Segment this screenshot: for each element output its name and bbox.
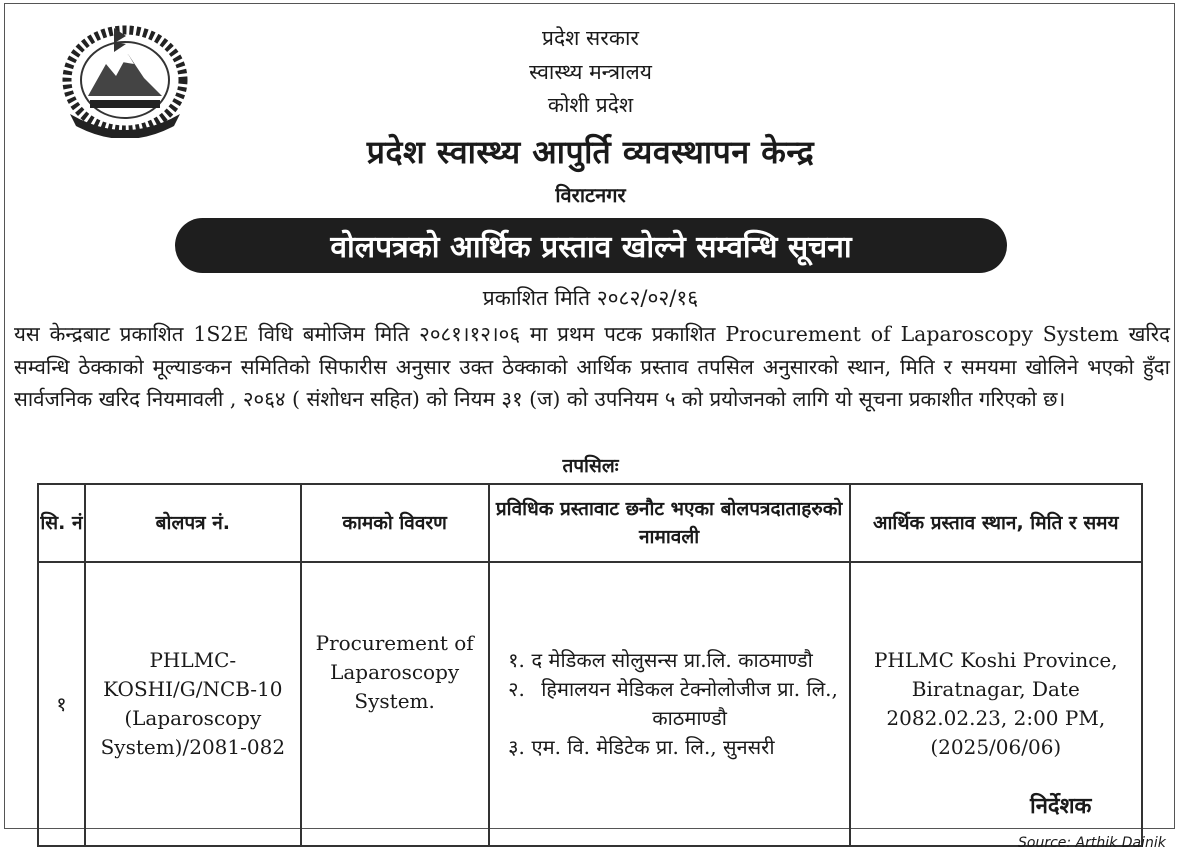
cell-description: Procurement of Laparoscopy System. [301, 562, 489, 846]
header-description: कामको विवरण [301, 484, 489, 562]
details-subheading: तपसिलः [562, 455, 619, 477]
published-date: प्रकाशित मिति २०८२/०२/१६ [482, 286, 699, 310]
details-table [37, 483, 1143, 847]
notice-banner: वोलपत्रको आर्थिक प्रस्ताव खोल्ने सम्वन्धि सूचना [175, 218, 1007, 273]
bidder-name: द मेडिकल सोलुसन्स प्रा.लि. काठमाण्डौ [531, 648, 813, 672]
notice-paragraph: यस केन्द्रबाट प्रकाशित 1S2E विधि बमोजिम मिति २०८१।१२।०६ मा प्रथम पटक प्रकाशित Procurement of Laparoscopy System खरिद सम्वन्धि ठेक्काको मूल्याङकन समितिको सिफारीस अनुसार उक्त ठेक्काको आर्थिक प्रस्ताव तपसिल अनुसारको स्थान, मिति र समयमा खोलिने भएको हुँदा सार्वजनिक खरिद नियमावली , २०६४ ( संशोधन सहित) को नियम ३१ (ज) को उपनियम ५ को प्रयोजनको लागि यो सूचना प्रकाशीत गरिएको छ। [14, 322, 1170, 411]
header-line-province: कोशी प्रदेश [547, 93, 634, 117]
list-item: १. द मेडिकल सोलुसन्स प्रा.लि. काठमाण्डौ [502, 646, 848, 675]
header-bid-number: बोलपत्र नं. [85, 484, 301, 562]
bidder-name: हिमालयन मेडिकल टेक्नोलोजीज प्रा. लि., काठमाण्डौ [541, 677, 838, 730]
cell-bidders [489, 562, 850, 846]
header-city: विराटनगर [555, 183, 626, 207]
table-row [38, 562, 1142, 846]
signature-director: निर्देशक [1030, 794, 1092, 819]
bidder-name: एम. वि. मेडिटेक प्रा. लि., सुनसरी [531, 735, 775, 759]
cell-opening-details: PHLMC Koshi Province, Biratnagar, Date 2082.02.23, 2:00 PM, (2025/06/06) [850, 562, 1142, 846]
header-line-province-government: प्रदेश सरकार [542, 26, 639, 50]
page-title: प्रदेश स्वास्थ्य आपुर्ति व्यवस्थापन केन्द्र [366, 133, 815, 171]
table-header-row [38, 484, 1142, 562]
header-bidders: प्रविधिक प्रस्तावाट छनौट भएका बोलपत्रदाताहरुको नामावली [489, 484, 850, 562]
cell-bid-number: PHLMC-KOSHI/G/NCB-10 (Laparoscopy System)/2081-082 [85, 562, 301, 846]
header-line-ministry: स्वास्थ्य मन्त्रालय [529, 60, 652, 84]
list-item: २. हिमालयन मेडिकल टेक्नोलोजीज प्रा. लि., काठमाण्डौ [502, 675, 848, 733]
cell-sn: १ [38, 562, 85, 846]
source-credit: Source: Arthik Dainik [1018, 835, 1166, 851]
list-item: ३. एम. वि. मेडिटेक प्रा. लि., सुनसरी [502, 733, 848, 762]
header-sn: सि. नं [38, 484, 85, 562]
header-opening-details: आर्थिक प्रस्ताव स्थान, मिति र समय [850, 484, 1142, 562]
